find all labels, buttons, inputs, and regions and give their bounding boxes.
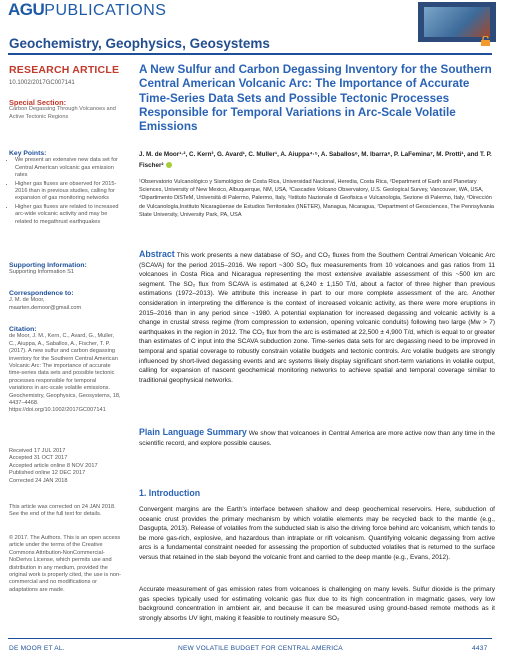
- page-number: 4437: [472, 645, 488, 652]
- date-received: Received 17 JUL 2017: [9, 448, 66, 454]
- special-section-heading: Special Section:: [9, 98, 67, 107]
- date-published: Published online 12 DEC 2017: [9, 470, 86, 477]
- authors-text[interactable]: J. M. de Moor¹·², C. Kern³, G. Avard¹, C. Muller¹, A. Aiuppa⁴·⁵, A. Saballos⁶, M. Ibarra⁶, P. LaFemina⁷, M. Protti¹, and T. P. Fischer²: [139, 151, 492, 169]
- key-point: • Higher gas fluxes are observed for 2015-2016 than in previous studies, calling for expansion of gas monitoring networks: [15, 181, 121, 203]
- open-access-lock-icon: [480, 36, 492, 46]
- correspondence-heading: Correspondence to:: [9, 290, 74, 297]
- correspondence-name: J. M. de Moor,: [9, 297, 45, 304]
- pls-label: Plain Language Summary: [139, 427, 247, 437]
- supporting-information: [9, 262, 121, 277]
- citation-heading: Citation:: [9, 326, 37, 333]
- introduction-paragraph-2: Accurate measurement of gas emission rates from volcanoes is challenging on many levels. Sulfur dioxide is the primary gas species typically used for estimating volcanic gas flux due to its high concentration in magmatic gases, very low background concentration in ambient air, and because it can be measured using ground-based remote methods as it strongly absorbs UV light, making it feasible to routinely measure SO₂: [139, 586, 495, 622]
- article-type: RESEARCH ARTICLE: [9, 64, 120, 76]
- abstract-label: Abstract: [139, 249, 175, 259]
- supporting-link[interactable]: Supporting Information S1: [9, 269, 74, 276]
- footer-running-title: NEW VOLATILE BUDGET FOR CENTRAL AMERICA: [178, 645, 343, 652]
- abstract: [139, 250, 495, 385]
- orcid-icon[interactable]: [166, 162, 172, 168]
- key-points-heading: Key Points:: [9, 150, 47, 157]
- key-point: • Higher gas fluxes are related to increased arc-wide volcanic activity and may be related to megathrust earthquakes: [15, 204, 121, 226]
- correction-note: This article was corrected on 24 JAN 2018. See the end of the full text for details.: [9, 504, 116, 518]
- affiliations: ¹Observatorio Vulcanológico y Sismológico de Costa Rica, Universidad Nacional, Heredia, Costa Rica, ²Department of Earth and Planetary Sciences, University of New Mexico, Albuquerque, NM, USA, ³Cascades Volcano Observatory, U.S. Geological Survey, Vancouver, WA, USA, ⁴Dipartimento DiSTeM, Università di Palermo, Palermo, Italy, ⁵Istituto Nazionale di Geofisica e Vulcanologia, Sezione di Palermo, Italy, ⁶Dirección de Vulcanología,Instituto Nicaragüense de Estudios Territoriales (INETER), Managua, Nicaragua, ⁷Department of Geosciences, The Pennsylvania State University, University Park, PA, USA: [139, 179, 494, 218]
- section-heading-introduction: 1. Introduction: [139, 488, 201, 498]
- citation: [9, 326, 121, 415]
- key-points: [9, 150, 121, 227]
- correspondence-email[interactable]: maarten.demoor@gmail.com: [9, 304, 82, 311]
- footer-authors: DE MOOR ET AL.: [9, 645, 65, 652]
- agu-publications-logo: [8, 0, 198, 18]
- date-accepted-online: Accepted article online 8 NOV 2017: [9, 462, 98, 469]
- key-point: • We present an extensive new data set for Central American volcanic gas emission rates: [15, 157, 121, 179]
- citation-text[interactable]: de Moor, J. M., Kern, C., Avard, G., Muller, C., Aiuppa, A., Saballos, A., Fischer, T. P. (2017). A new sulfur and carbon degassing inventory for the Southern Central American Volcanic Arc: The importance of accurate time-series data sets and possible tectonic processes responsible for temporal variations in arc-scale volatile emissions. Geochemistry, Geophysics, Geosystems, 18, 4437–4468. https://doi.org/10.1002/2017GC007141: [9, 333, 121, 414]
- logo-mark: AGU: [8, 0, 45, 19]
- abstract-text: This work presents a new database of SO₂ and CO₂ fluxes from the Southern Central American Volcanic Arc (SCAVA) for the period 2015–2016. We report ~300 SO₂ flux measurements from 10 volcanoes and gas ratios from 11 volcanoes in Costa Rica and Nicaragua representing the most extensive available assessment of this ~500 km arc segment. The SO₂ flux from SCAVA is estimated at 6,240 ± 1,150 T/d, about a factor of three higher than previous estimations (1972–2013). We attribute this increase in part to our more complete assessment of the arc. Another consideration in interpreting the difference is the context of increased volcanic activity, as there were more eruptions in 2015–2016 than in any period since ~1980. A potential explanation for increased degassing and volcanic activity is a change in crustal stress regime (from compression to extension, opening volcanic conduits) following two large (Mw > 7) earthquakes in the region in 2012. The CO₂ flux from the arc is estimated at 22,500 ± 4,900 T/d, which is equal to or greater than estimates of C input into the SCAVA subduction zone. Time-series data sets for arc degassing need to be improved in temporal and spatial coverage to robustly constrain volatile budgets and tectonic controls. Arc volatile budgets are strongly influenced by short-lived degassing events and arc systems likely display significant short-term variations in volatile output, calling for expansion of nascent geochemical monitoring networks to achieve spatial and temporal coverage similar to traditional geophysical networks.: [139, 252, 495, 384]
- date-accepted: Accepted 31 OCT 2017: [9, 455, 68, 462]
- supporting-heading: Supporting Information:: [9, 262, 87, 269]
- key-points-list: [9, 157, 121, 226]
- logo-text: PUBLICATIONS: [44, 2, 167, 19]
- license-notice[interactable]: © 2017. The Authors. This is an open access article under the terms of the Creative Commons Attribution-NonCommercial-NoDerivs License, which permits use and distribution in any medium, provided the original work is properly cited, the use is non-commercial and no modifications or adaptations are made.: [9, 535, 121, 593]
- article-title: A New Sulfur and Carbon Degassing Inventory for the Southern Central American Volcanic Arc: The Importance of Accurate Time-Series Data Sets and Possible Tectonic Processes Responsible for Temporal Variations in Arc-Scale Volatile Emissions: [139, 63, 492, 134]
- plain-language-summary: [139, 428, 495, 448]
- date-corrected: Corrected 24 JAN 2018: [9, 477, 68, 484]
- correspondence: [9, 290, 121, 312]
- author-list: [139, 150, 495, 171]
- header-rule: [8, 53, 492, 55]
- article-dates: [9, 448, 121, 485]
- special-section: [9, 99, 121, 121]
- special-section-text[interactable]: Carbon Degassing Through Volcanoes and Active Tectonic Regions: [9, 106, 116, 120]
- introduction-paragraph-1: Convergent margins are the Earth's interface between shallow and deep geochemical reservoirs. Here, subduction of oceanic crust provides the primary mechanism by which volatile elements may be recycled back to the mantle (e.g., Dasgupta, 2013). Release of volatiles from the subducted slab is also the driving force behind arc volcanism, which tends to be more gas-rich, explosive, and hazardous than intraplate or rift volcanism. Quantifying volcanic degassing from active arcs is a fundamental constraint needed for assessing the proportion of subducted volatiles that is returned to the surface versus that retained in the slab beyond the volcanic front and carried to the deep mantle (e.g., Evans, 2012).: [139, 506, 495, 561]
- footer-rule: [8, 638, 492, 639]
- pls-text: We show that volcanoes in Central America are more active now than any time in the scientific record, and explore possible causes.: [139, 430, 495, 447]
- article-doi[interactable]: 10.1002/2017GC007141: [9, 80, 75, 86]
- journal-title: Geochemistry, Geophysics, Geosystems: [9, 36, 270, 51]
